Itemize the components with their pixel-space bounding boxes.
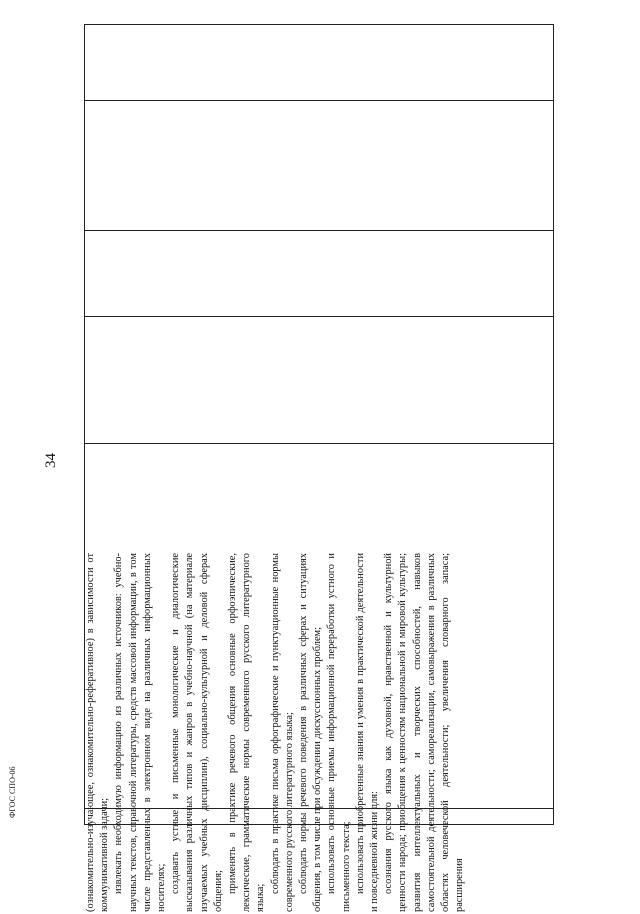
cell-paragraph: применять в практике речевого общения основные орфоэпические, лексические, грамматические нормы современного русского литературного языка; (227, 553, 267, 912)
cell-paragraph: создавать устные и письменные монологические и диалогические высказывания различных типов и жанров в учебно-научной (на материале изучаемых учебных дисциплин), социально-культурной и деловой сферах общения; (170, 553, 224, 912)
page-number: 34 (43, 453, 59, 468)
cell-paragraph: использовать приобретенные знания и умения в практической деятельности и повседневной жизни для: (354, 553, 381, 912)
table-content-cell (84, 551, 554, 914)
cell-paragraph: осознания русского языка как духовной, нравственной и культурной ценности народа; приобщения к ценностям национальной и мировой культуры; развития интеллектуальных и творческих способностей, навыков самостоятельной деятельности; самореализации, самовыражения в различных областях человеческой деятельности; увеличения словарного запаса; расширения (383, 553, 466, 912)
cell-paragraph: соблюдать в практике письма орфографические и пунктуационные нормы современного русского литературного языка; (269, 553, 295, 912)
cell-paragraph: (ознакомительно-изучающее, ознакомительно-реферативное) в зависимости от коммуникативной задачи; (85, 553, 111, 912)
cell-paragraph: соблюдать нормы речевого поведения в различных сферах и ситуациях общения, в том числе при обсуждении дискуссионных проблем; (298, 553, 324, 912)
cell-paragraph: использовать основные приемы информационной переработки устного и письменного текста; (326, 553, 352, 912)
row-divider-4 (84, 443, 554, 444)
footer-mark: ФГОС СПО-06 (8, 766, 17, 818)
row-divider-3 (84, 316, 554, 317)
row-divider-1 (84, 100, 554, 101)
cell-paragraph: извлекать необходимую информацию из различных источников: учебно-научных текстов, справочной литературы, средств массовой информации, в том числе представленных в электронном виде на различных информационных носителях; (113, 553, 168, 912)
row-divider-2 (84, 230, 554, 231)
